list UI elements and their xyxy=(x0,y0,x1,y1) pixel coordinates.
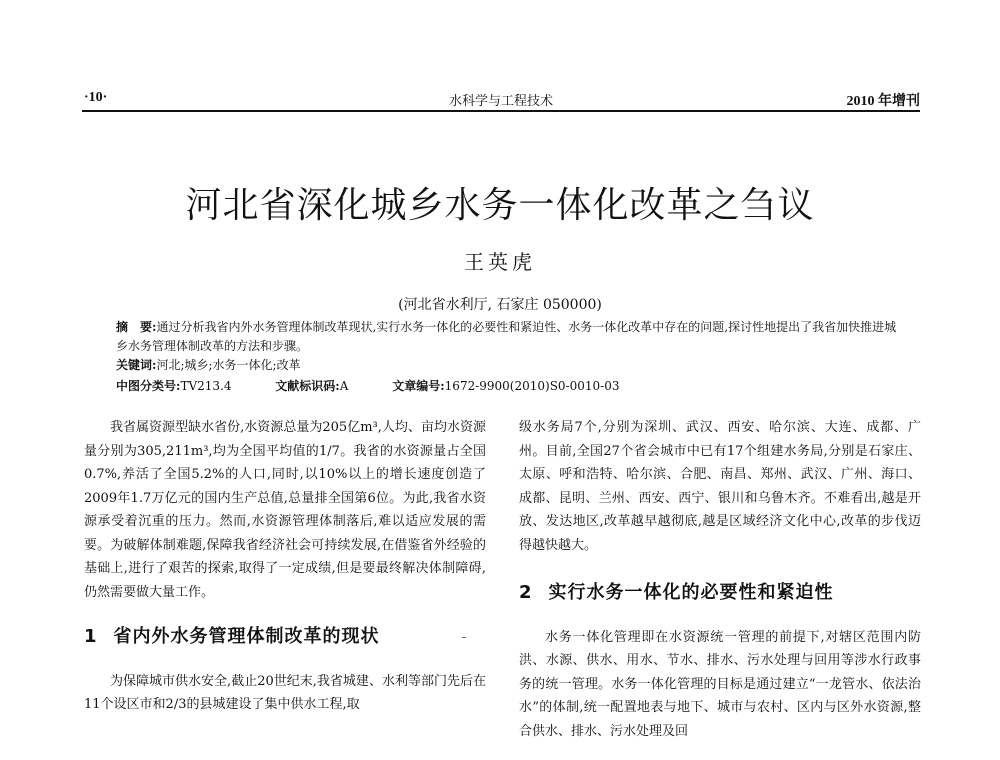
article-value: 1672-9900(2010)S0-0010-03 xyxy=(444,379,620,393)
section-number: 2 xyxy=(519,582,533,603)
running-header xyxy=(82,90,920,112)
body-paragraph: 我省属资源型缺水省份,水资源总量为205亿m³,人均、亩均水资源量分别为305,211m³,均为全国平均值的1/7。我省的水资源量占全国0.7%,养活了全国5.2%的人口,同时,以10%以上的增长速度创造了2009年1.7万亿元的国内生产总值,总量排全国第6位。为此,我省水资源承受着沉重的压力。然而,水资源管理体制落后,难以适应发展的需要。为破解体制难题,保障我省经济社会可持续发展,在借鉴省外经验的基础上,进行了艰苦的探索,取得了一定成绩,但是要最终解决体制障碍,仍然需要做大量工作。 xyxy=(84,420,486,600)
right-column xyxy=(519,416,921,743)
section-heading-2 xyxy=(519,581,921,605)
author-affiliation: (河北省水利厅, 石家庄 050000) xyxy=(398,297,602,313)
article-title: 河北省深化城乡水务一体化改革之刍议 xyxy=(185,185,815,226)
column-mark xyxy=(462,637,466,638)
section-title: 省内外水务管理体制改革的现状 xyxy=(113,626,380,647)
body-paragraph: 级水务局7个,分别为深圳、武汉、西安、哈尔滨、大连、成都、广州。目前,全国27个省会城市中已有17个组建水务局,分别是石家庄、太原、呼和浩特、哈尔滨、合肥、南昌、郑州、武汉、广州、海口、成都、昆明、兰州、西安、西宁、银川和乌鲁木齐。不难看出,越是开放、发达地区,改革越早越彻底,越是区域经济文化中心,改革的步伐迈得越快越大。 xyxy=(519,420,921,553)
keywords-label: 关键词: xyxy=(116,358,157,372)
abstract xyxy=(116,318,906,356)
article-label: 文章编号: xyxy=(392,379,445,393)
issue-label: 2010 年增刊 xyxy=(846,94,920,109)
page-number: ·10· xyxy=(84,90,108,105)
article-number xyxy=(392,379,619,393)
journal-name: 水科学与工程技术 xyxy=(448,94,553,109)
left-column xyxy=(84,416,486,717)
clc-value: TV213.4 xyxy=(180,379,232,393)
keywords xyxy=(116,356,906,375)
doc-value: A xyxy=(339,379,349,393)
section-number: 1 xyxy=(84,626,98,647)
body-paragraph: 水务一体化管理即在水资源统一管理的前提下,对辖区范围内防洪、水源、供水、用水、节水、排水、污水处理与回用等涉水行政事务的统一管理。水务一体化管理的目标是通过建立“一龙管水、依法治水”的体制,统一配置地表与地下、城市与农村、区内与区外水资源,整合供水、排水、污水处理及回 xyxy=(519,629,921,739)
clc-number xyxy=(116,379,231,393)
doc-label: 文献标识码: xyxy=(275,379,340,393)
document-code xyxy=(275,379,348,393)
section-title: 实行水务一体化的必要性和紧迫性 xyxy=(548,582,834,603)
section-heading-1 xyxy=(84,625,486,649)
abstract-text: 通过分析我省内外水务管理体制改革现状,实行水务一体化的必要性和紧迫性、水务一体化改革中存在的问题,探讨性地提出了我省加快推进城乡水务管理体制改革的方法和步骤。 xyxy=(116,320,897,353)
classification-line xyxy=(116,377,906,396)
author-name: 王英虎 xyxy=(464,250,536,274)
keywords-text: 河北;城乡;水务一体化;改革 xyxy=(156,358,301,372)
body-paragraph: 为保障城市供水安全,截止20世纪末,我省城建、水利等部门先后在11个设区市和2/3的县城建设了集中供水工程,取 xyxy=(84,673,486,712)
abstract-label: 摘 要: xyxy=(116,320,157,334)
clc-label: 中图分类号: xyxy=(116,379,181,393)
